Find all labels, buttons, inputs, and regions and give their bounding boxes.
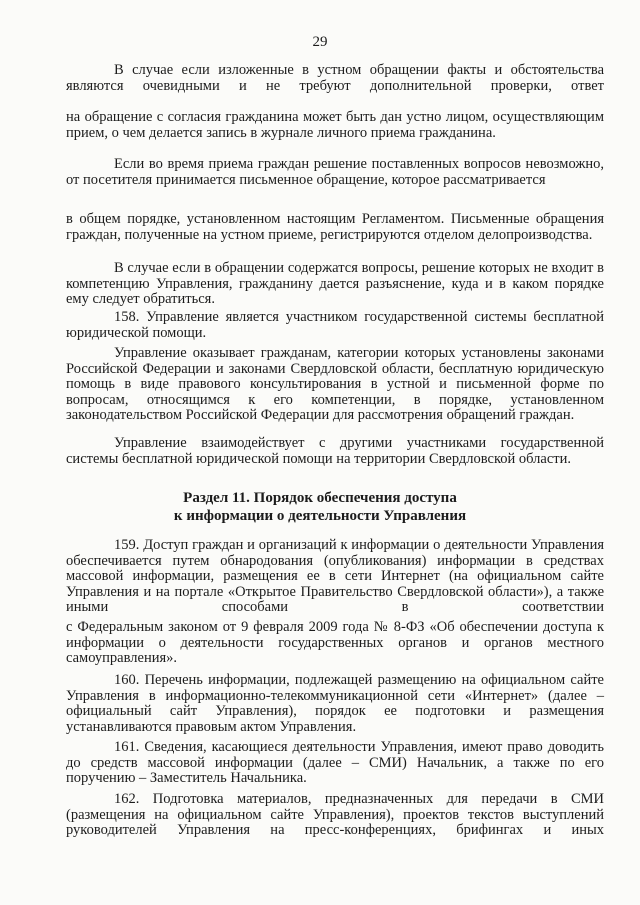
section-heading-line-2: к информации о деятельности Управления <box>173 508 467 524</box>
paragraph: Управление оказывает гражданам, категории которых установлены законами Российской Федерации и законами Свердловской области, бесплатную юридическую помощь в виде правового консультирования в устной и письменной форме по вопросам, относящимся к его компетенции, в порядке, установленном законодательством Российской Федерации для рассмотрения обращений граждан. <box>66 345 604 424</box>
paragraph: 160. Перечень информации, подлежащей размещению на официальном сайте Управления в информационно-телекоммуникационной сети «Интернет» (далее – официальный сайт Управления), порядок ее подготовки и размещения устанавливаются правовым актом Управления. <box>66 672 604 735</box>
paragraph: В случае если в обращении содержатся вопросы, решение которых не входит в компетенцию Управления, гражданину дается разъяснение, куда и в каком порядке ему следует обратиться. <box>66 260 604 308</box>
paragraph: В случае если изложенные в устном обращении факты и обстоятельства являются очевидными и не требуют дополнительной проверки, ответ <box>66 62 604 94</box>
paragraph: 158. Управление является участником государственной системы бесплатной юридической помощи. <box>66 309 604 341</box>
paragraph: Управление взаимодействует с другими участниками государственной системы бесплатной юридической помощи на территории Свердловской области. <box>66 435 604 467</box>
paragraph: 162. Подготовка материалов, предназначенных для передачи в СМИ (размещения на официальном сайте Управления), проектов текстов выступлений руководителей Управления на пресс-конференциях, брифингах и иных <box>66 791 604 839</box>
page-number: 29 <box>312 34 328 50</box>
paragraph: с Федеральным законом от 9 февраля 2009 года № 8-ФЗ «Об обеспечении доступа к информации о деятельности государственных органов и органов местного самоуправления». <box>66 619 604 667</box>
paragraph: на обращение с согласия гражданина может быть дан устно лицом, осуществляющим прием, о чем делается запись в журнале личного приема гражданина. <box>66 109 604 141</box>
paragraph: в общем порядке, установленном настоящим Регламентом. Письменные обращения граждан, полученные на устном приеме, регистрируются отделом делопроизводства. <box>66 211 604 243</box>
paragraph: 159. Доступ граждан и организаций к информации о деятельности Управления обеспечивается путем обнародования (опубликования) информации в средствах массовой информации, размещения ее в сети Интернет (на официальном сайте Управления и на портале «Открытое Правительство Свердловской области»), а также иными способами в соответствии <box>66 537 604 616</box>
paragraph: 161. Сведения, касающиеся деятельности Управления, имеют право доводить до средств массовой информации (далее – СМИ) Начальник, а также по его поручению – Заместитель Начальника. <box>66 739 604 787</box>
section-heading-line-1: Раздел 11. Порядок обеспечения доступа <box>183 490 457 506</box>
paragraph: Если во время приема граждан решение поставленных вопросов невозможно, от посетителя принимается письменное обращение, которое рассматривается <box>66 156 604 188</box>
